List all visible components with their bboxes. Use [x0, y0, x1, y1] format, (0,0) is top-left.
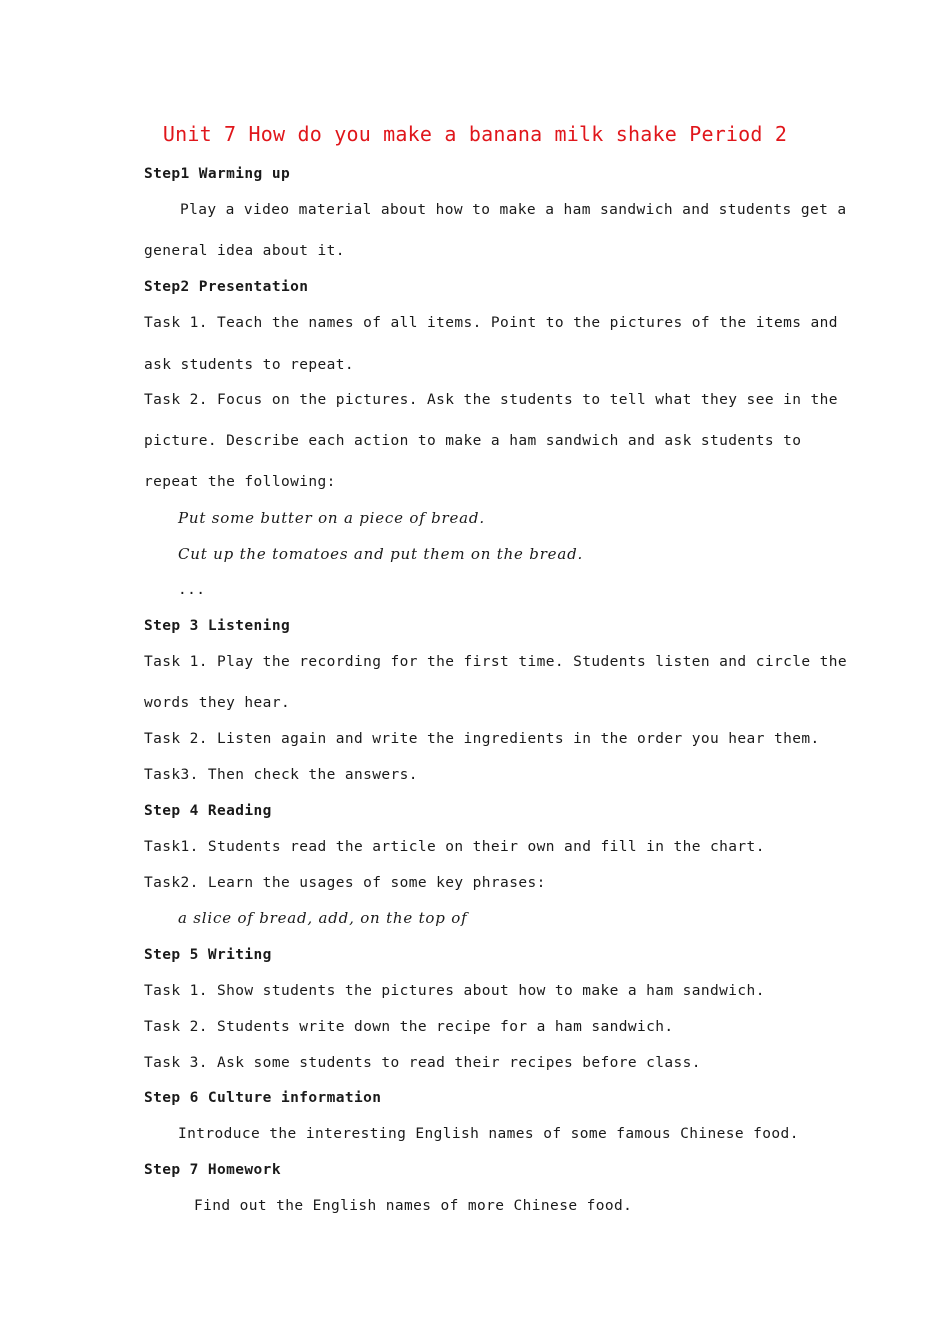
step2-task2-line-3: repeat the following: — [144, 474, 336, 490]
step2-example-2: Cut up the tomatoes and put them on the bread. — [178, 545, 584, 563]
document-title: Unit 7 How do you make a banana milk shake Period 2 — [162, 122, 788, 146]
step7-heading: Step 7 Homework — [144, 1162, 281, 1178]
step1-line-2: general idea about it. — [144, 243, 345, 259]
step3-task1-line-1: Task 1. Play the recording for the first time. Students listen and circle the — [144, 654, 847, 670]
step7-line-1: Find out the English names of more Chinese food. — [194, 1198, 633, 1214]
step4-task2: Task2. Learn the usages of some key phrases: — [144, 875, 546, 891]
step2-task2-line-2: picture. Describe each action to make a ham sandwich and ask students to — [144, 433, 802, 449]
step2-example-1: Put some butter on a piece of bread. — [178, 509, 485, 527]
step3-task2: Task 2. Listen again and write the ingredients in the order you hear them. — [144, 731, 820, 747]
step2-heading: Step2 Presentation — [144, 279, 309, 295]
step1-line-1: Play a video material about how to make a ham sandwich and students get a — [180, 202, 847, 218]
step2-task1-line-2: ask students to repeat. — [144, 357, 354, 373]
step2-task1-line-1: Task 1. Teach the names of all items. Point to the pictures of the items and — [144, 315, 838, 331]
step6-heading: Step 6 Culture information — [144, 1090, 382, 1106]
step5-task2: Task 2. Students write down the recipe for a ham sandwich. — [144, 1019, 674, 1035]
step3-heading: Step 3 Listening — [144, 618, 291, 634]
step4-task1: Task1. Students read the article on their own and fill in the chart. — [144, 839, 765, 855]
step5-task3: Task 3. Ask some students to read their recipes before class. — [144, 1055, 701, 1071]
step6-line-1: Introduce the interesting English names of some famous Chinese food. — [178, 1126, 799, 1142]
step4-heading: Step 4 Reading — [144, 803, 272, 819]
step2-task2-line-1: Task 2. Focus on the pictures. Ask the students to tell what they see in the — [144, 392, 838, 408]
step2-example-ellipsis: ... — [178, 582, 206, 598]
step5-task1: Task 1. Show students the pictures about how to make a ham sandwich. — [144, 983, 765, 999]
step3-task1-line-2: words they hear. — [144, 695, 291, 711]
step5-heading: Step 5 Writing — [144, 947, 272, 963]
step3-task3: Task3. Then check the answers. — [144, 767, 418, 783]
step4-key-phrases: a slice of bread, add, on the top of — [178, 909, 468, 927]
step1-heading: Step1 Warming up — [144, 166, 291, 182]
